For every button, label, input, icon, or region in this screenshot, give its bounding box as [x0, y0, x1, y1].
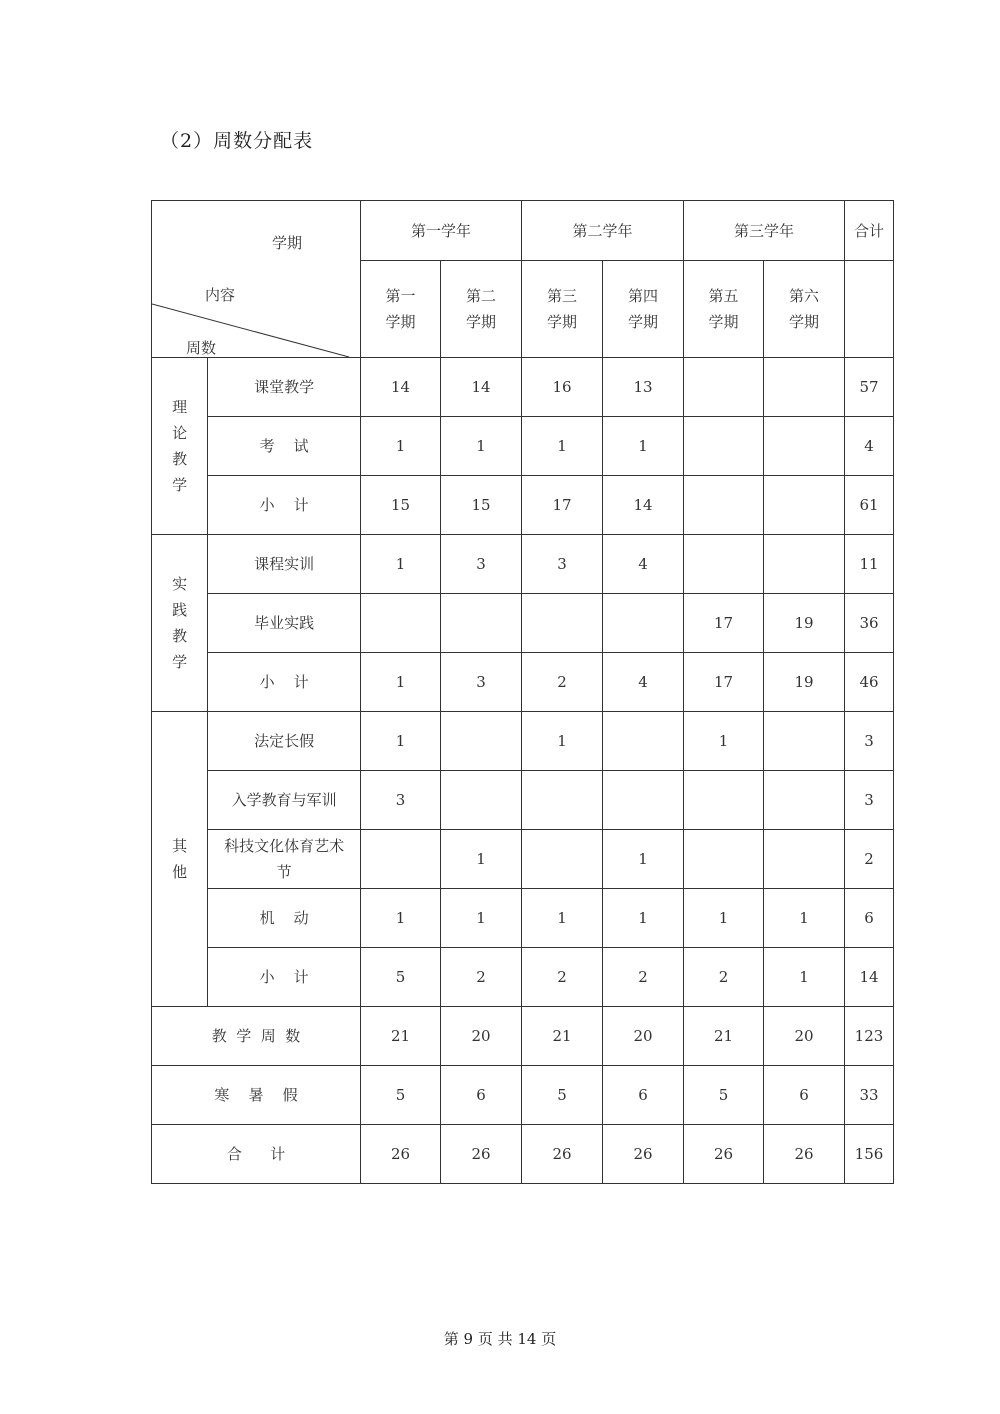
diag-label-content: 内容 — [205, 285, 236, 304]
group-label-cell — [152, 535, 208, 712]
header-row-years — [152, 201, 894, 261]
total-cell: 2 — [845, 830, 894, 889]
value-cell: 13 — [603, 358, 684, 417]
total-cell: 3 — [845, 771, 894, 830]
summary-row — [152, 1007, 894, 1066]
value-cell — [764, 476, 845, 535]
row-label: 小 计 — [208, 476, 361, 535]
value-cell: 1 — [361, 653, 441, 712]
summary-row — [152, 1066, 894, 1125]
row-label: 科技文化体育艺术节 — [208, 830, 361, 889]
value-cell: 4 — [603, 653, 684, 712]
table-row — [152, 830, 894, 889]
year-header-1: 第一学年 — [361, 201, 522, 261]
value-cell: 14 — [603, 476, 684, 535]
group-label: 理论教学 — [172, 398, 188, 494]
value-cell: 26 — [522, 1125, 603, 1184]
value-cell: 1 — [441, 830, 522, 889]
total-cell: 3 — [845, 712, 894, 771]
value-cell: 3 — [441, 535, 522, 594]
value-cell: 17 — [684, 594, 764, 653]
value-cell: 2 — [522, 653, 603, 712]
total-cell: 57 — [845, 358, 894, 417]
value-cell: 3 — [361, 771, 441, 830]
total-cell: 6 — [845, 889, 894, 948]
value-cell: 6 — [603, 1066, 684, 1125]
table-row — [152, 476, 894, 535]
value-cell: 21 — [361, 1007, 441, 1066]
value-cell: 5 — [522, 1066, 603, 1125]
value-cell: 14 — [361, 358, 441, 417]
year-header-3: 第三学年 — [684, 201, 845, 261]
value-cell: 1 — [522, 712, 603, 771]
table-row — [152, 948, 894, 1007]
value-cell: 19 — [764, 594, 845, 653]
total-cell: 36 — [845, 594, 894, 653]
value-cell: 1 — [522, 417, 603, 476]
total-cell: 156 — [845, 1125, 894, 1184]
value-cell: 2 — [684, 948, 764, 1007]
value-cell: 26 — [684, 1125, 764, 1184]
value-cell: 3 — [441, 653, 522, 712]
value-cell: 1 — [361, 712, 441, 771]
value-cell: 1 — [361, 535, 441, 594]
semester-header-1: 第一学期 — [361, 261, 441, 358]
summary-label: 寒 暑 假 — [152, 1066, 361, 1125]
value-cell: 6 — [441, 1066, 522, 1125]
value-cell — [684, 476, 764, 535]
total-header: 合计 — [845, 201, 894, 261]
value-cell: 26 — [361, 1125, 441, 1184]
value-cell: 5 — [361, 1066, 441, 1125]
total-cell: 14 — [845, 948, 894, 1007]
table-row — [152, 889, 894, 948]
value-cell: 26 — [603, 1125, 684, 1184]
row-label: 毕业实践 — [208, 594, 361, 653]
value-cell: 20 — [764, 1007, 845, 1066]
value-cell — [684, 771, 764, 830]
value-cell: 5 — [361, 948, 441, 1007]
value-cell: 26 — [441, 1125, 522, 1184]
group-label: 实践教学 — [172, 575, 188, 671]
diag-label-semester: 学期 — [272, 233, 303, 252]
value-cell — [764, 358, 845, 417]
value-cell: 5 — [684, 1066, 764, 1125]
value-cell: 21 — [522, 1007, 603, 1066]
value-cell: 20 — [441, 1007, 522, 1066]
total-header-blank — [845, 261, 894, 358]
value-cell — [441, 771, 522, 830]
diagonal-line — [152, 202, 360, 357]
value-cell — [441, 712, 522, 771]
row-label: 考 试 — [208, 417, 361, 476]
value-cell: 1 — [764, 889, 845, 948]
table-row — [152, 653, 894, 712]
week-allocation-table — [151, 200, 894, 1184]
row-label: 机 动 — [208, 889, 361, 948]
row-label: 入学教育与军训 — [208, 771, 361, 830]
value-cell — [441, 594, 522, 653]
diag-label-weeks: 周数 — [186, 338, 217, 357]
value-cell: 1 — [361, 889, 441, 948]
summary-row — [152, 1125, 894, 1184]
summary-label: 合 计 — [152, 1125, 361, 1184]
table-row — [152, 594, 894, 653]
value-cell: 2 — [522, 948, 603, 1007]
diagonal-header-cell — [152, 201, 361, 358]
value-cell — [684, 535, 764, 594]
semester-header-4: 第四学期 — [603, 261, 684, 358]
value-cell: 1 — [764, 948, 845, 1007]
section-heading: （2）周数分配表 — [160, 130, 314, 152]
semester-header-2: 第二学期 — [441, 261, 522, 358]
value-cell — [522, 771, 603, 830]
group-label: 其他 — [172, 837, 188, 881]
semester-header-3: 第三学期 — [522, 261, 603, 358]
row-label: 小 计 — [208, 948, 361, 1007]
table-row — [152, 358, 894, 417]
value-cell: 1 — [441, 417, 522, 476]
year-header-2: 第二学年 — [522, 201, 684, 261]
semester-header-5: 第五学期 — [684, 261, 764, 358]
value-cell — [603, 771, 684, 830]
value-cell: 1 — [684, 889, 764, 948]
table-row — [152, 417, 894, 476]
value-cell — [684, 830, 764, 889]
value-cell: 21 — [684, 1007, 764, 1066]
value-cell: 1 — [522, 889, 603, 948]
summary-label: 教 学 周 数 — [152, 1007, 361, 1066]
value-cell: 1 — [603, 830, 684, 889]
semester-header-6: 第六学期 — [764, 261, 845, 358]
value-cell — [764, 830, 845, 889]
value-cell — [603, 712, 684, 771]
value-cell — [684, 417, 764, 476]
value-cell: 15 — [361, 476, 441, 535]
value-cell — [684, 358, 764, 417]
value-cell — [522, 594, 603, 653]
value-cell: 26 — [764, 1125, 845, 1184]
value-cell: 3 — [522, 535, 603, 594]
group-label-cell — [152, 358, 208, 535]
value-cell: 6 — [764, 1066, 845, 1125]
value-cell: 20 — [603, 1007, 684, 1066]
value-cell: 17 — [522, 476, 603, 535]
value-cell: 17 — [684, 653, 764, 712]
row-label: 课程实训 — [208, 535, 361, 594]
total-cell: 33 — [845, 1066, 894, 1125]
value-cell: 1 — [684, 712, 764, 771]
value-cell — [361, 830, 441, 889]
total-cell: 11 — [845, 535, 894, 594]
value-cell: 14 — [441, 358, 522, 417]
row-label: 课堂教学 — [208, 358, 361, 417]
value-cell — [522, 830, 603, 889]
value-cell — [764, 771, 845, 830]
value-cell: 2 — [603, 948, 684, 1007]
value-cell — [603, 594, 684, 653]
value-cell: 1 — [603, 889, 684, 948]
value-cell: 1 — [441, 889, 522, 948]
row-label: 小 计 — [208, 653, 361, 712]
value-cell — [361, 594, 441, 653]
table-body — [152, 358, 894, 1184]
value-cell: 2 — [441, 948, 522, 1007]
row-label: 法定长假 — [208, 712, 361, 771]
value-cell: 1 — [603, 417, 684, 476]
table-row — [152, 771, 894, 830]
value-cell: 4 — [603, 535, 684, 594]
value-cell: 15 — [441, 476, 522, 535]
total-cell: 46 — [845, 653, 894, 712]
total-cell: 4 — [845, 417, 894, 476]
value-cell: 19 — [764, 653, 845, 712]
value-cell — [764, 417, 845, 476]
table-row — [152, 535, 894, 594]
value-cell: 16 — [522, 358, 603, 417]
group-label-cell — [152, 712, 208, 1007]
value-cell — [764, 535, 845, 594]
page-footer: 第 9 页 共 14 页 — [443, 1330, 557, 1348]
total-cell: 61 — [845, 476, 894, 535]
value-cell — [764, 712, 845, 771]
value-cell: 1 — [361, 417, 441, 476]
table-row — [152, 712, 894, 771]
total-cell: 123 — [845, 1007, 894, 1066]
